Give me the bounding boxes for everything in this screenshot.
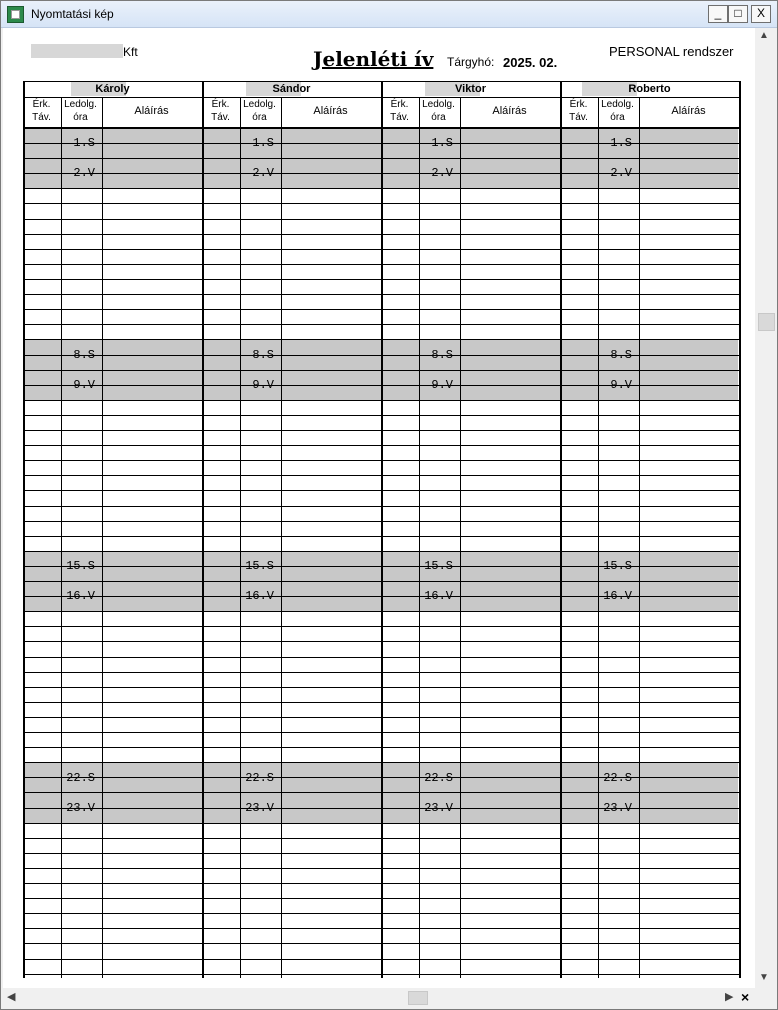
employee-column [560, 81, 739, 978]
worked-hours-header [60, 98, 101, 124]
day-label: 22.S [424, 771, 453, 785]
day-label: 9.V [431, 378, 453, 392]
day-label: 22.S [603, 771, 632, 785]
signature-header: Aláírás [134, 105, 169, 117]
day-label: 8.S [431, 348, 453, 362]
employee-column [381, 81, 560, 978]
grid-line [281, 97, 282, 978]
day-label: 15.S [245, 559, 274, 573]
day-label: 9.V [610, 378, 632, 392]
departure-header: Táv. [32, 112, 51, 123]
employee-name: Károly [95, 83, 130, 95]
worked-header: Ledolg. [422, 99, 455, 110]
arrival-header: Érk. [211, 99, 230, 110]
day-label: 2.V [73, 166, 95, 180]
arrival-header: Érk. [32, 99, 51, 110]
day-label: 2.V [431, 166, 453, 180]
arrival-departure-header [23, 98, 60, 124]
hours-header: óra [252, 112, 267, 123]
grid-line [381, 81, 383, 978]
signature-header: Aláírás [671, 105, 706, 117]
grid-line [460, 97, 461, 978]
vertical-scrollbar[interactable] [756, 28, 776, 988]
period-value: 2025. 02. [503, 55, 558, 70]
grid-line [598, 97, 599, 978]
grid-line [739, 81, 741, 978]
minimize-button[interactable]: _ [708, 5, 728, 23]
day-label: 23.V [603, 801, 632, 815]
grid-line [23, 81, 25, 978]
day-label: 1.S [73, 136, 95, 150]
employee-name: Roberto [628, 83, 671, 95]
vertical-scroll-thumb[interactable] [758, 313, 775, 331]
employee-name: Sándor [272, 83, 311, 95]
day-label: 8.S [252, 348, 274, 362]
system-name: PERSONAL rendszer [609, 44, 734, 59]
hours-header: óra [73, 112, 88, 123]
grid-line [102, 97, 103, 978]
day-label: 16.V [66, 589, 95, 603]
day-label: 22.S [245, 771, 274, 785]
day-label: 15.S [424, 559, 453, 573]
day-label: 23.V [66, 801, 95, 815]
day-label: 2.V [610, 166, 632, 180]
print-page [3, 28, 755, 988]
day-label: 9.V [73, 378, 95, 392]
worked-header: Ledolg. [243, 99, 276, 110]
day-label: 1.S [610, 136, 632, 150]
grid-line [560, 81, 562, 978]
day-label: 2.V [252, 166, 274, 180]
employee-column [202, 81, 381, 978]
worked-hours-header [418, 98, 459, 124]
close-preview-icon[interactable]: × [741, 989, 750, 1005]
horizontal-scrollbar[interactable] [3, 989, 755, 1007]
arrival-departure-header [560, 98, 597, 124]
worked-hours-header [597, 98, 638, 124]
day-label: 23.V [245, 801, 274, 815]
document-title: Jelenléti ív [313, 47, 434, 71]
day-label: 23.V [424, 801, 453, 815]
day-label: 8.S [73, 348, 95, 362]
signature-header: Aláírás [313, 105, 348, 117]
employee-column [23, 81, 202, 978]
day-label: 22.S [66, 771, 95, 785]
scroll-up-icon[interactable]: ▲ [759, 30, 769, 41]
scroll-right-icon[interactable]: ▶ [725, 991, 734, 1003]
departure-header: Táv. [390, 112, 409, 123]
grid-line [202, 81, 204, 978]
scroll-left-icon[interactable]: ◀ [7, 991, 16, 1003]
day-label: 1.S [431, 136, 453, 150]
signature-header: Aláírás [492, 105, 527, 117]
hours-header: óra [431, 112, 446, 123]
hours-header: óra [610, 112, 625, 123]
grid-line [61, 97, 62, 978]
departure-header: Táv. [211, 112, 230, 123]
worked-hours-header [239, 98, 280, 124]
app-icon [7, 6, 24, 23]
grid-line [639, 97, 640, 978]
day-label: 16.V [245, 589, 274, 603]
window-title: Nyomtatási kép [31, 7, 114, 21]
scroll-down-icon[interactable]: ▼ [759, 972, 769, 983]
title-bar [1, 1, 777, 28]
period-label: Tárgyhó: [447, 55, 495, 69]
worked-header: Ledolg. [601, 99, 634, 110]
day-label: 16.V [424, 589, 453, 603]
arrival-departure-header [381, 98, 418, 124]
close-button[interactable]: X [751, 5, 771, 23]
employee-name: Viktor [455, 83, 486, 95]
day-label: 15.S [603, 559, 632, 573]
day-label: 9.V [252, 378, 274, 392]
grid-line [419, 97, 420, 978]
arrival-departure-header [202, 98, 239, 124]
departure-header: Táv. [569, 112, 588, 123]
day-label: 8.S [610, 348, 632, 362]
maximize-button[interactable]: □ [728, 5, 748, 23]
horizontal-scroll-thumb[interactable] [408, 991, 428, 1005]
arrival-header: Érk. [569, 99, 588, 110]
company-suffix: Kft [123, 45, 138, 59]
arrival-header: Érk. [390, 99, 409, 110]
day-label: 1.S [252, 136, 274, 150]
day-label: 15.S [66, 559, 95, 573]
day-label: 16.V [603, 589, 632, 603]
company-name-redacted [31, 44, 123, 58]
grid-line [240, 97, 241, 978]
worked-header: Ledolg. [64, 99, 97, 110]
